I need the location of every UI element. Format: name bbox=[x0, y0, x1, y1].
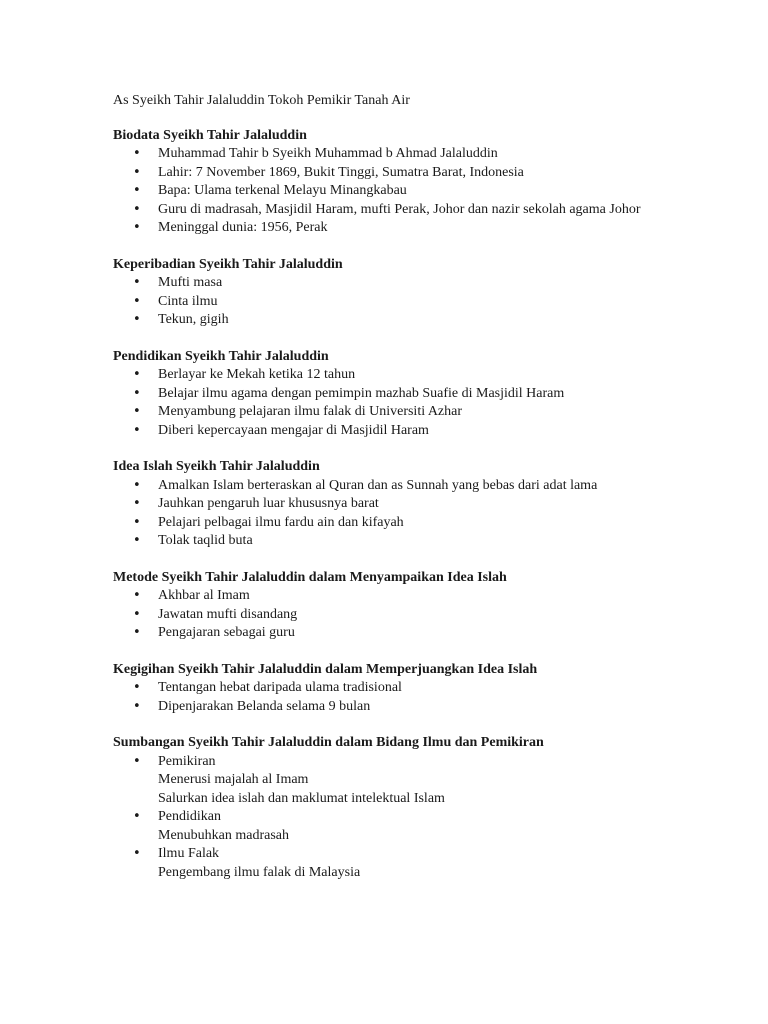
list-item bbox=[113, 422, 673, 441]
list-item-text: Menyambung pelajaran ilmu falak di Universiti Azhar bbox=[158, 404, 463, 419]
list-item-text: Pendidikan bbox=[158, 809, 221, 824]
list-item-text: Dipenjarakan Belanda selama 9 bulan bbox=[158, 698, 371, 714]
list-item bbox=[113, 624, 673, 643]
section-heading: Pendidikan Syeikh Tahir Jalaluddin bbox=[113, 348, 329, 364]
list-item bbox=[113, 753, 673, 809]
bullet-list bbox=[113, 145, 673, 238]
section-heading: Metode Syeikh Tahir Jalaluddin dalam Menyampaikan Idea Islah bbox=[113, 569, 507, 585]
list-item bbox=[113, 606, 673, 625]
list-item bbox=[113, 164, 673, 183]
list-item-text: Amalkan Islam berteraskan al Quran dan as Sunnah yang bebas dari adat lama bbox=[158, 477, 598, 493]
list-item bbox=[113, 274, 673, 293]
list-item-text: Mufti masa bbox=[158, 275, 223, 290]
document-sections bbox=[113, 127, 673, 883]
list-item-text: Guru di madrasah, Masjidil Haram, mufti Perak, Johor dan nazir sekolah agama Johor bbox=[158, 201, 641, 217]
list-item-subtext: Menerusi majalah al Imam bbox=[158, 772, 309, 787]
list-item-subtext: Pengembang ilmu falak di Malaysia bbox=[158, 864, 361, 880]
list-item bbox=[113, 145, 673, 164]
list-item bbox=[113, 366, 673, 385]
list-item bbox=[113, 532, 673, 551]
list-item bbox=[113, 477, 673, 496]
list-item-text: Cinta ilmu bbox=[158, 293, 218, 309]
list-item-text: Bapa: Ulama terkenal Melayu Minangkabau bbox=[158, 183, 407, 198]
list-item bbox=[113, 679, 673, 698]
document-title: As Syeikh Tahir Jalaluddin Tokoh Pemikir Tanah Air bbox=[113, 93, 410, 108]
list-item-text: Lahir: 7 November 1869, Bukit Tinggi, Sumatra Barat, Indonesia bbox=[158, 164, 524, 180]
bullet-list bbox=[113, 366, 673, 440]
list-item-text: Akhbar al Imam bbox=[158, 588, 250, 603]
list-item-text: Pengajaran sebagai guru bbox=[158, 625, 295, 640]
list-item-text: Pemikiran bbox=[158, 753, 216, 769]
list-item bbox=[113, 293, 673, 312]
list-item bbox=[113, 845, 673, 882]
list-item-text: Muhammad Tahir b Syeikh Muhammad b Ahmad Jalaluddin bbox=[158, 146, 498, 161]
list-item-text: Tolak taqlid buta bbox=[158, 533, 253, 548]
list-item-text: Jauhkan pengaruh luar khususnya barat bbox=[158, 496, 379, 511]
list-item bbox=[113, 385, 673, 404]
list-item bbox=[113, 311, 673, 330]
list-item-text: Belajar ilmu agama dengan pemimpin mazhab Suafie di Masjidil Haram bbox=[158, 385, 565, 401]
section-heading: Idea Islah Syeikh Tahir Jalaluddin bbox=[113, 459, 320, 474]
list-item bbox=[113, 403, 673, 422]
section-heading: Keperibadian Syeikh Tahir Jalaluddin bbox=[113, 256, 343, 272]
list-item bbox=[113, 587, 673, 606]
list-item bbox=[113, 514, 673, 533]
bullet-list bbox=[113, 753, 673, 883]
list-item-text: Pelajari pelbagai ilmu fardu ain dan kifayah bbox=[158, 514, 404, 530]
list-item bbox=[113, 201, 673, 220]
list-item bbox=[113, 698, 673, 717]
list-item bbox=[113, 808, 673, 845]
list-item-subtext: Menubuhkan madrasah bbox=[158, 827, 290, 843]
list-item-text: Tekun, gigih bbox=[158, 312, 229, 327]
bullet-list bbox=[113, 679, 673, 716]
list-item-text: Jawatan mufti disandang bbox=[158, 606, 298, 622]
list-item bbox=[113, 495, 673, 514]
bullet-list bbox=[113, 477, 673, 551]
list-item-text: Berlayar ke Mekah ketika 12 tahun bbox=[158, 367, 356, 382]
list-item bbox=[113, 182, 673, 201]
list-item-text: Meninggal dunia: 1956, Perak bbox=[158, 220, 328, 235]
list-item-text: Tentangan hebat daripada ulama tradisional bbox=[158, 680, 402, 695]
list-item bbox=[113, 219, 673, 238]
bullet-list bbox=[113, 274, 673, 330]
section-heading: Biodata Syeikh Tahir Jalaluddin bbox=[113, 127, 307, 143]
section-heading: Kegigihan Syeikh Tahir Jalaluddin dalam Memperjuangkan Idea Islah bbox=[113, 661, 538, 677]
list-item-text: Diberi kepercayaan mengajar di Masjidil Haram bbox=[158, 422, 429, 438]
section-heading: Sumbangan Syeikh Tahir Jalaluddin dalam Bidang Ilmu dan Pemikiran bbox=[113, 735, 544, 750]
document-page bbox=[113, 92, 673, 900]
bullet-list bbox=[113, 587, 673, 643]
list-item-text: Ilmu Falak bbox=[158, 846, 220, 861]
list-item-subtext: Salurkan idea islah dan maklumat intelektual Islam bbox=[158, 790, 445, 806]
